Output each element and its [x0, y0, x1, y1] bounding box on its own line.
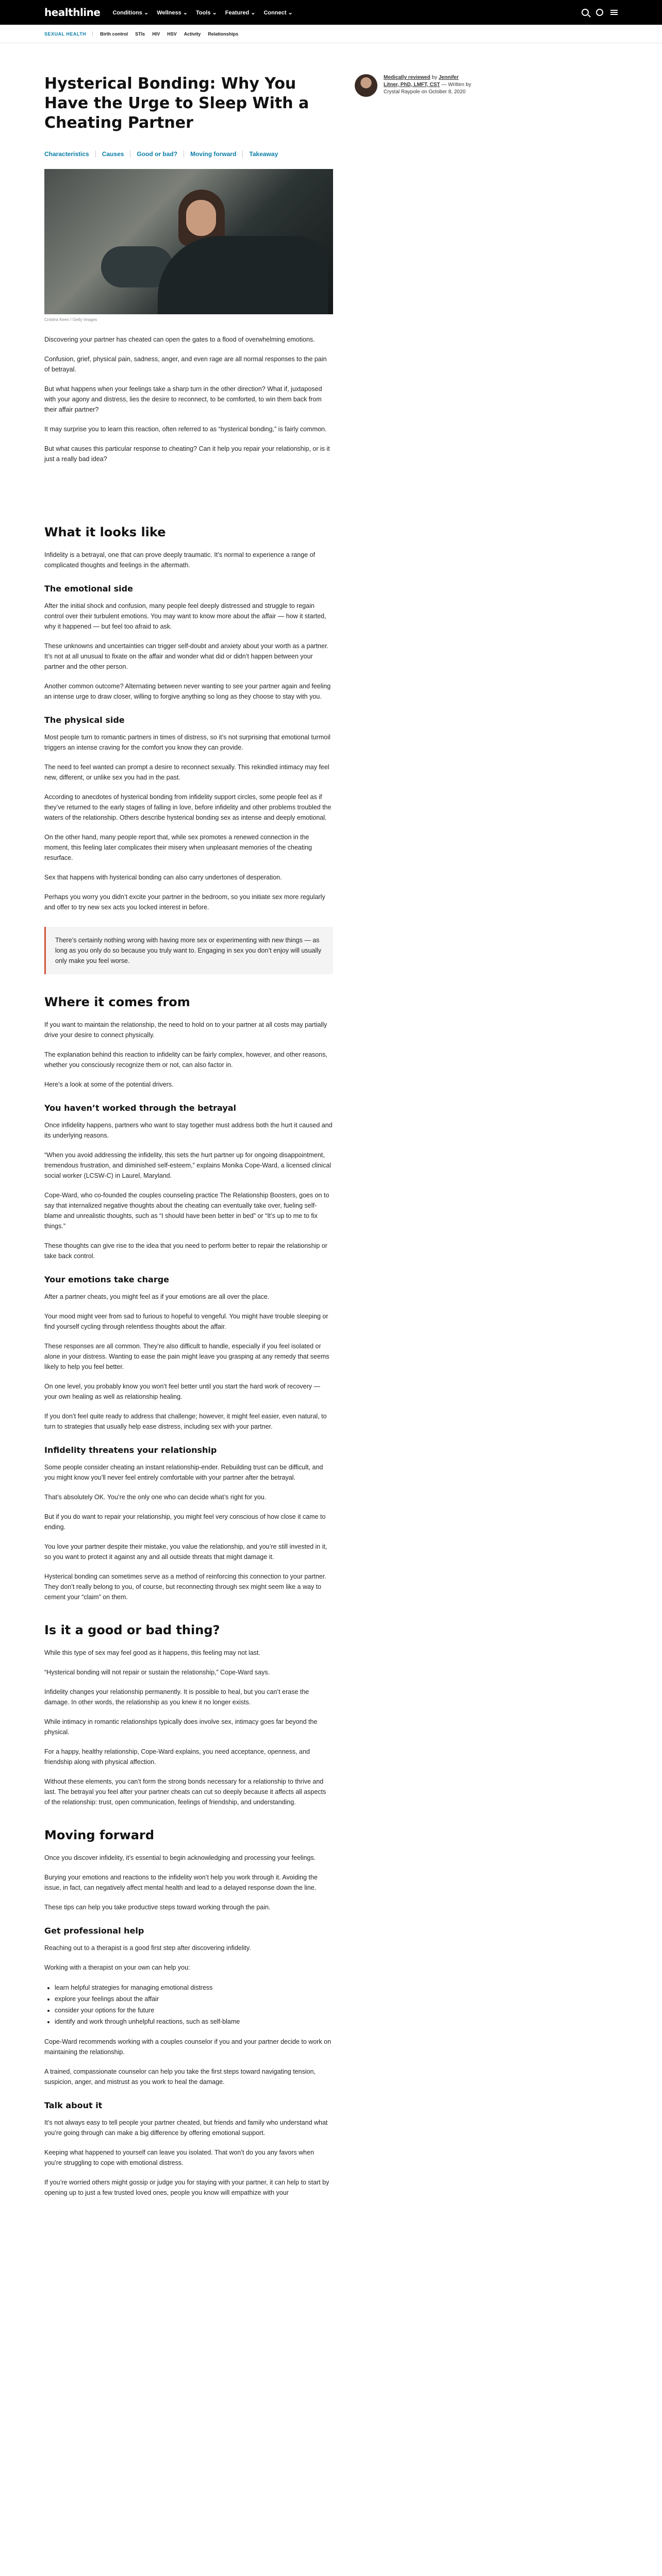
paragraph: These thoughts can give rise to the idea that you need to perform better to repair the relationship or take back control.	[44, 1242, 327, 1260]
paragraph: For a happy, healthy relationship, Cope-Ward explains, you need acceptance, openness, and friendship along with physical affection.	[44, 1748, 310, 1766]
paragraph: If you want to maintain the relationship, the need to hold on to your partner at all costs may partially drive your desire to connect physically.	[44, 1021, 327, 1039]
subheading-emotional-side: The emotional side	[44, 584, 133, 594]
list-item: • identify and work through unhelpful reactions, such as self-blame	[55, 2016, 333, 2027]
paragraph: But if you do want to repair your relationship, you might feel very conscious of how close it came to ending.	[44, 1513, 326, 1531]
paragraph: According to anecdotes of hysterical bonding from infidelity support circles, some people feel as if they’ve returned to the early stages of falling in love, before infidelity and other problems troubled the waters of the relationship. Others describe hysterical bonding sex as intense and deeply emotional.	[44, 793, 332, 821]
jump-nav	[44, 150, 333, 158]
intro-paragraph: But what happens when your feelings take a sharp turn in the other direction? What if, juxtaposed with your agony and distress, lies the desire to reconnect, to be comforted, to win them back from their affair partner?	[44, 385, 322, 413]
subnav-stis[interactable]: STIs	[135, 31, 145, 37]
paragraph: On the other hand, many people report that, while sex promotes a renewed connection in the moment, this feeling later complicates their misery when unpleasant memories of the cheating resurface.	[44, 834, 312, 861]
top-bar	[0, 0, 662, 25]
nav-featured[interactable]: Featured ⌄	[225, 9, 256, 16]
paragraph: “Hysterical bonding will not repair or sustain the relationship,” Cope-Ward says.	[44, 1669, 270, 1676]
paragraph: Most people turn to romantic partners in times of distress, so it’s not surprising that emotional turmoil triggers an intense craving for the comfort you know they can provide.	[44, 734, 330, 751]
writer-byline: — Written by Crystal Raypole on October 8, 2020	[384, 82, 471, 95]
reviewer-avatar	[355, 74, 377, 97]
subheading-professional-help: Get professional help	[44, 1926, 144, 1936]
paragraph: Cope-Ward recommends working with a couples counselor if you and your partner decide to work on maintaining the relationship.	[44, 2038, 332, 2056]
nav-connect[interactable]: Connect ⌄	[263, 9, 293, 16]
healthline-logo[interactable]: healthline	[44, 6, 101, 19]
paragraph: Infidelity changes your relationship permanently. It is possible to heal, but you can’t erase the damage. In other words, the relationship as you knew it no longer exists.	[44, 1688, 309, 1706]
section-subnav	[0, 25, 662, 43]
paragraph: A trained, compassionate counselor can help you take the first steps toward navigating tension, suspicion, anger, and mistrust as you work to heal the damage.	[44, 2068, 316, 2086]
subheading-betrayal: You haven’t worked through the betrayal	[44, 1103, 237, 1113]
paragraph: Without these elements, you can’t form the strong bonds necessary for a relationship to thrive and last. The betrayal you feel after your partner cheats can cut so deeply because it affects all aspects of the relationship: trust, open communication, feelings of friendship, and understanding.	[44, 1778, 326, 1806]
subheading-emotions: Your emotions take charge	[44, 1275, 170, 1284]
paragraph: Hysterical bonding can sometimes serve as a method of reinforcing this connection to your partner. They don’t really belong to you, of course, but reconnecting through sex might seem like a way to cement your “claim” on them.	[44, 1573, 326, 1601]
paragraph: While this type of sex may feel good as it happens, this feeling may not last.	[44, 1649, 260, 1656]
intro-paragraph: But what causes this particular response to cheating? Can it help you repair your relationship, or is it just a really bad idea?	[44, 445, 330, 463]
review-text: Medically reviewed by Jennifer Litner, PhD, LMFT, CST — Written by Crystal Raypole on October 8, 2020	[384, 75, 471, 95]
subnav-hiv[interactable]: HIV	[152, 31, 160, 37]
list-item: • learn helpful strategies for managing emotional distress	[55, 1982, 333, 1993]
subnav-birth-control[interactable]: Birth control	[100, 31, 128, 37]
callout-box	[44, 927, 333, 974]
nav-wellness[interactable]: Wellness ⌄	[157, 9, 188, 16]
list-item: • consider your options for the future	[55, 2005, 333, 2016]
image-caption: Cristina Keen / Getty Images	[44, 317, 97, 322]
paragraph: “When you avoid addressing the infidelity, this sets the hurt partner up for ongoing disappointment, tremendous frustration, and diminished self-esteem,” explains Monika Cope-Ward, a licensed clinical social worker (LCSW-C) in Laurel, Maryland.	[44, 1151, 332, 1179]
paragraph: Once infidelity happens, partners who want to stay together must address both the hurt it caused and its underlying reasons.	[44, 1122, 333, 1139]
paragraph: On one level, you probably know you won’t feel better until you start the hard work of recovery — your own healing as well as relationship healing.	[44, 1383, 320, 1400]
paragraph: Perhaps you worry you didn’t excite your partner in the bedroom, so you initiate sex more regularly and offer to try new sex acts you locked interest in before.	[44, 893, 325, 911]
subnav-relationships[interactable]: Relationships	[208, 31, 239, 37]
jump-takeaway[interactable]: Takeaway	[249, 150, 278, 158]
list-item: • explore your feelings about the affair	[55, 1993, 333, 2005]
paragraph: While intimacy in romantic relationships typically does involve sex, intimacy goes far beyond the physical.	[44, 1718, 318, 1736]
page-body	[44, 43, 618, 2207]
paragraph: Burying your emotions and reactions to the infidelity won’t help you work through it. Avoiding the issue, in fact, can negatively affect mental health and lead to a delayed response down the line.	[44, 1874, 318, 1891]
paragraph: After a partner cheats, you might feel as if your emotions are all over the place.	[44, 1293, 270, 1300]
subheading-physical-side: The physical side	[44, 715, 125, 725]
hero-image	[44, 169, 333, 314]
jump-causes[interactable]: Causes	[102, 150, 131, 158]
account-icon[interactable]	[596, 9, 603, 16]
jump-good-or-bad[interactable]: Good or bad?	[137, 150, 184, 158]
medically-reviewed-link[interactable]: Medically reviewed	[384, 75, 431, 80]
therapy-benefits-list	[55, 1982, 333, 2027]
paragraph: Some people consider cheating an instant relationship-ender. Rebuilding trust can be difficult, and you might know you’ll never feel entirely comfortable with your partner after the betrayal.	[44, 1464, 323, 1481]
paragraph: Sex that happens with hysterical bonding can also carry undertones of desperation.	[44, 874, 282, 881]
paragraph: If you’re worried others might gossip or judge you for staying with your partner, it can help to start by opening up to just a few trusted loved ones, people you know will empathize with your	[44, 2179, 329, 2196]
article	[44, 74, 333, 2207]
paragraph: Cope-Ward, who co-founded the couples counseling practice The Relationship Boosters, goes on to say that internalized negative thoughts about the cheating can eventually take over, fueling self-blame and unrealistic thoughts, such as “I should have been better in bed” or “It’s up to me to fix things.”	[44, 1192, 329, 1230]
subnav-category[interactable]: SEXUAL HEALTH	[44, 31, 93, 37]
medical-review-box	[355, 74, 473, 97]
search-icon[interactable]	[582, 9, 589, 16]
paragraph: If you don’t feel quite ready to address that challenge; however, it might feel easier, even natural, to turn to strategies that usually help ease distress, including sex with your partner.	[44, 1413, 327, 1430]
nav-conditions[interactable]: Conditions ⌄	[112, 9, 149, 16]
subnav-activity[interactable]: Activity	[184, 31, 201, 37]
menu-icon[interactable]	[610, 10, 618, 15]
paragraph: Keeping what happened to yourself can leave you isolated. That won’t do you any favors when you’re struggling to cope with emotional distress.	[44, 2149, 315, 2166]
jump-moving-forward[interactable]: Moving forward	[190, 150, 243, 158]
callout-text: There’s certainly nothing wrong with having more sex or experimenting with new things — as long as you only do so because you truly want to. Engaging in sex you don’t enjoy will usually only make you feel worse.	[55, 937, 322, 964]
paragraph: Once you discover infidelity, it’s essential to begin acknowledging and processing your feelings.	[44, 1854, 316, 1861]
paragraph: It’s not always easy to tell people your partner cheated, but friends and family who understand what you’re going through can make a big difference by offering emotional support.	[44, 2119, 328, 2137]
paragraph: Your mood might veer from sad to furious to hopeful to vengeful. You might have trouble sleeping or find yourself cycling through relentless thoughts about the affair.	[44, 1313, 328, 1330]
paragraph: These responses are all common. They’re also difficult to handle, especially if you feel isolated or alone in your distress. Wanting to ease the pain might leave you grasping at any remedy that seems likely to help you feel better.	[44, 1343, 329, 1370]
subheading-talk-about-it: Talk about it	[44, 2100, 103, 2110]
intro-paragraph: It may surprise you to learn this reaction, often referred to as “hysterical bonding,” is fairly common.	[44, 426, 327, 433]
section-heading-good-or-bad: Is it a good or bad thing?	[44, 1623, 220, 1637]
paragraph: You love your partner despite their mistake, you value the relationship, and you’re still invested in it, so you want to protect it against any and all outside threats that might damage it.	[44, 1543, 327, 1561]
reviewer-name-link[interactable]: Jennifer Litner, PhD, LMFT, CST	[384, 75, 459, 88]
section-heading-where-it-comes-from: Where it comes from	[44, 995, 190, 1009]
paragraph: The need to feel wanted can prompt a desire to reconnect sexually. This rekindled intimacy may feel new, different, or unlike sex you had in the past.	[44, 764, 329, 781]
section-heading-what-it-looks-like: What it looks like	[44, 525, 166, 539]
intro-paragraph: Confusion, grief, physical pain, sadness, anger, and even rage are all normal responses to the pain of betrayal.	[44, 355, 327, 373]
paragraph: Here’s a look at some of the potential drivers.	[44, 1081, 174, 1088]
paragraph: These unknowns and uncertainties can trigger self-doubt and anxiety about your worth as a partner. It’s not at all unusual to fixate on the affair and wonder what did or didn’t happen between your partner and the other person.	[44, 642, 329, 670]
header-icons	[582, 9, 618, 16]
paragraph: Working with a therapist on your own can help you:	[44, 1964, 190, 1971]
main-nav	[112, 9, 582, 16]
section-heading-moving-forward: Moving forward	[44, 1828, 155, 1842]
paragraph: These tips can help you take productive steps toward working through the pain.	[44, 1904, 271, 1911]
paragraph: That’s absolutely OK. You’re the only one who can decide what’s right for you.	[44, 1494, 267, 1501]
nav-tools[interactable]: Tools ⌄	[195, 9, 217, 16]
paragraph: Another common outcome? Alternating between never wanting to see your partner again and feeling an intense urge to draw closer, willing to forgive anything so long as they choose to stay with you.	[44, 683, 331, 700]
paragraph: Reaching out to a therapist is a good first step after discovering infidelity.	[44, 1944, 251, 1952]
paragraph: After the initial shock and confusion, many people feel deeply distressed and struggle to regain control over their turbulent emotions. You may want to know more about the affair — how it started, why it happened — but feel too afraid to ask.	[44, 602, 326, 630]
intro-paragraph: Discovering your partner has cheated can open the gates to a flood of overwhelming emotions.	[44, 336, 315, 343]
subheading-threatens: Infidelity threatens your relationship	[44, 1445, 217, 1455]
subnav-hsv[interactable]: HSV	[167, 31, 177, 37]
sidebar	[355, 74, 473, 2207]
jump-characteristics[interactable]: Characteristics	[44, 150, 96, 158]
paragraph: The explanation behind this reaction to infidelity can be fairly complex, however, and other reasons, whether you consciously recognize them or not, can also factor in.	[44, 1051, 327, 1069]
paragraph: Infidelity is a betrayal, one that can prove deeply traumatic. It’s normal to experience a range of complicated thoughts and feelings in the aftermath.	[44, 551, 316, 569]
article-title: Hysterical Bonding: Why You Have the Urge to Sleep With a Cheating Partner	[44, 75, 309, 132]
